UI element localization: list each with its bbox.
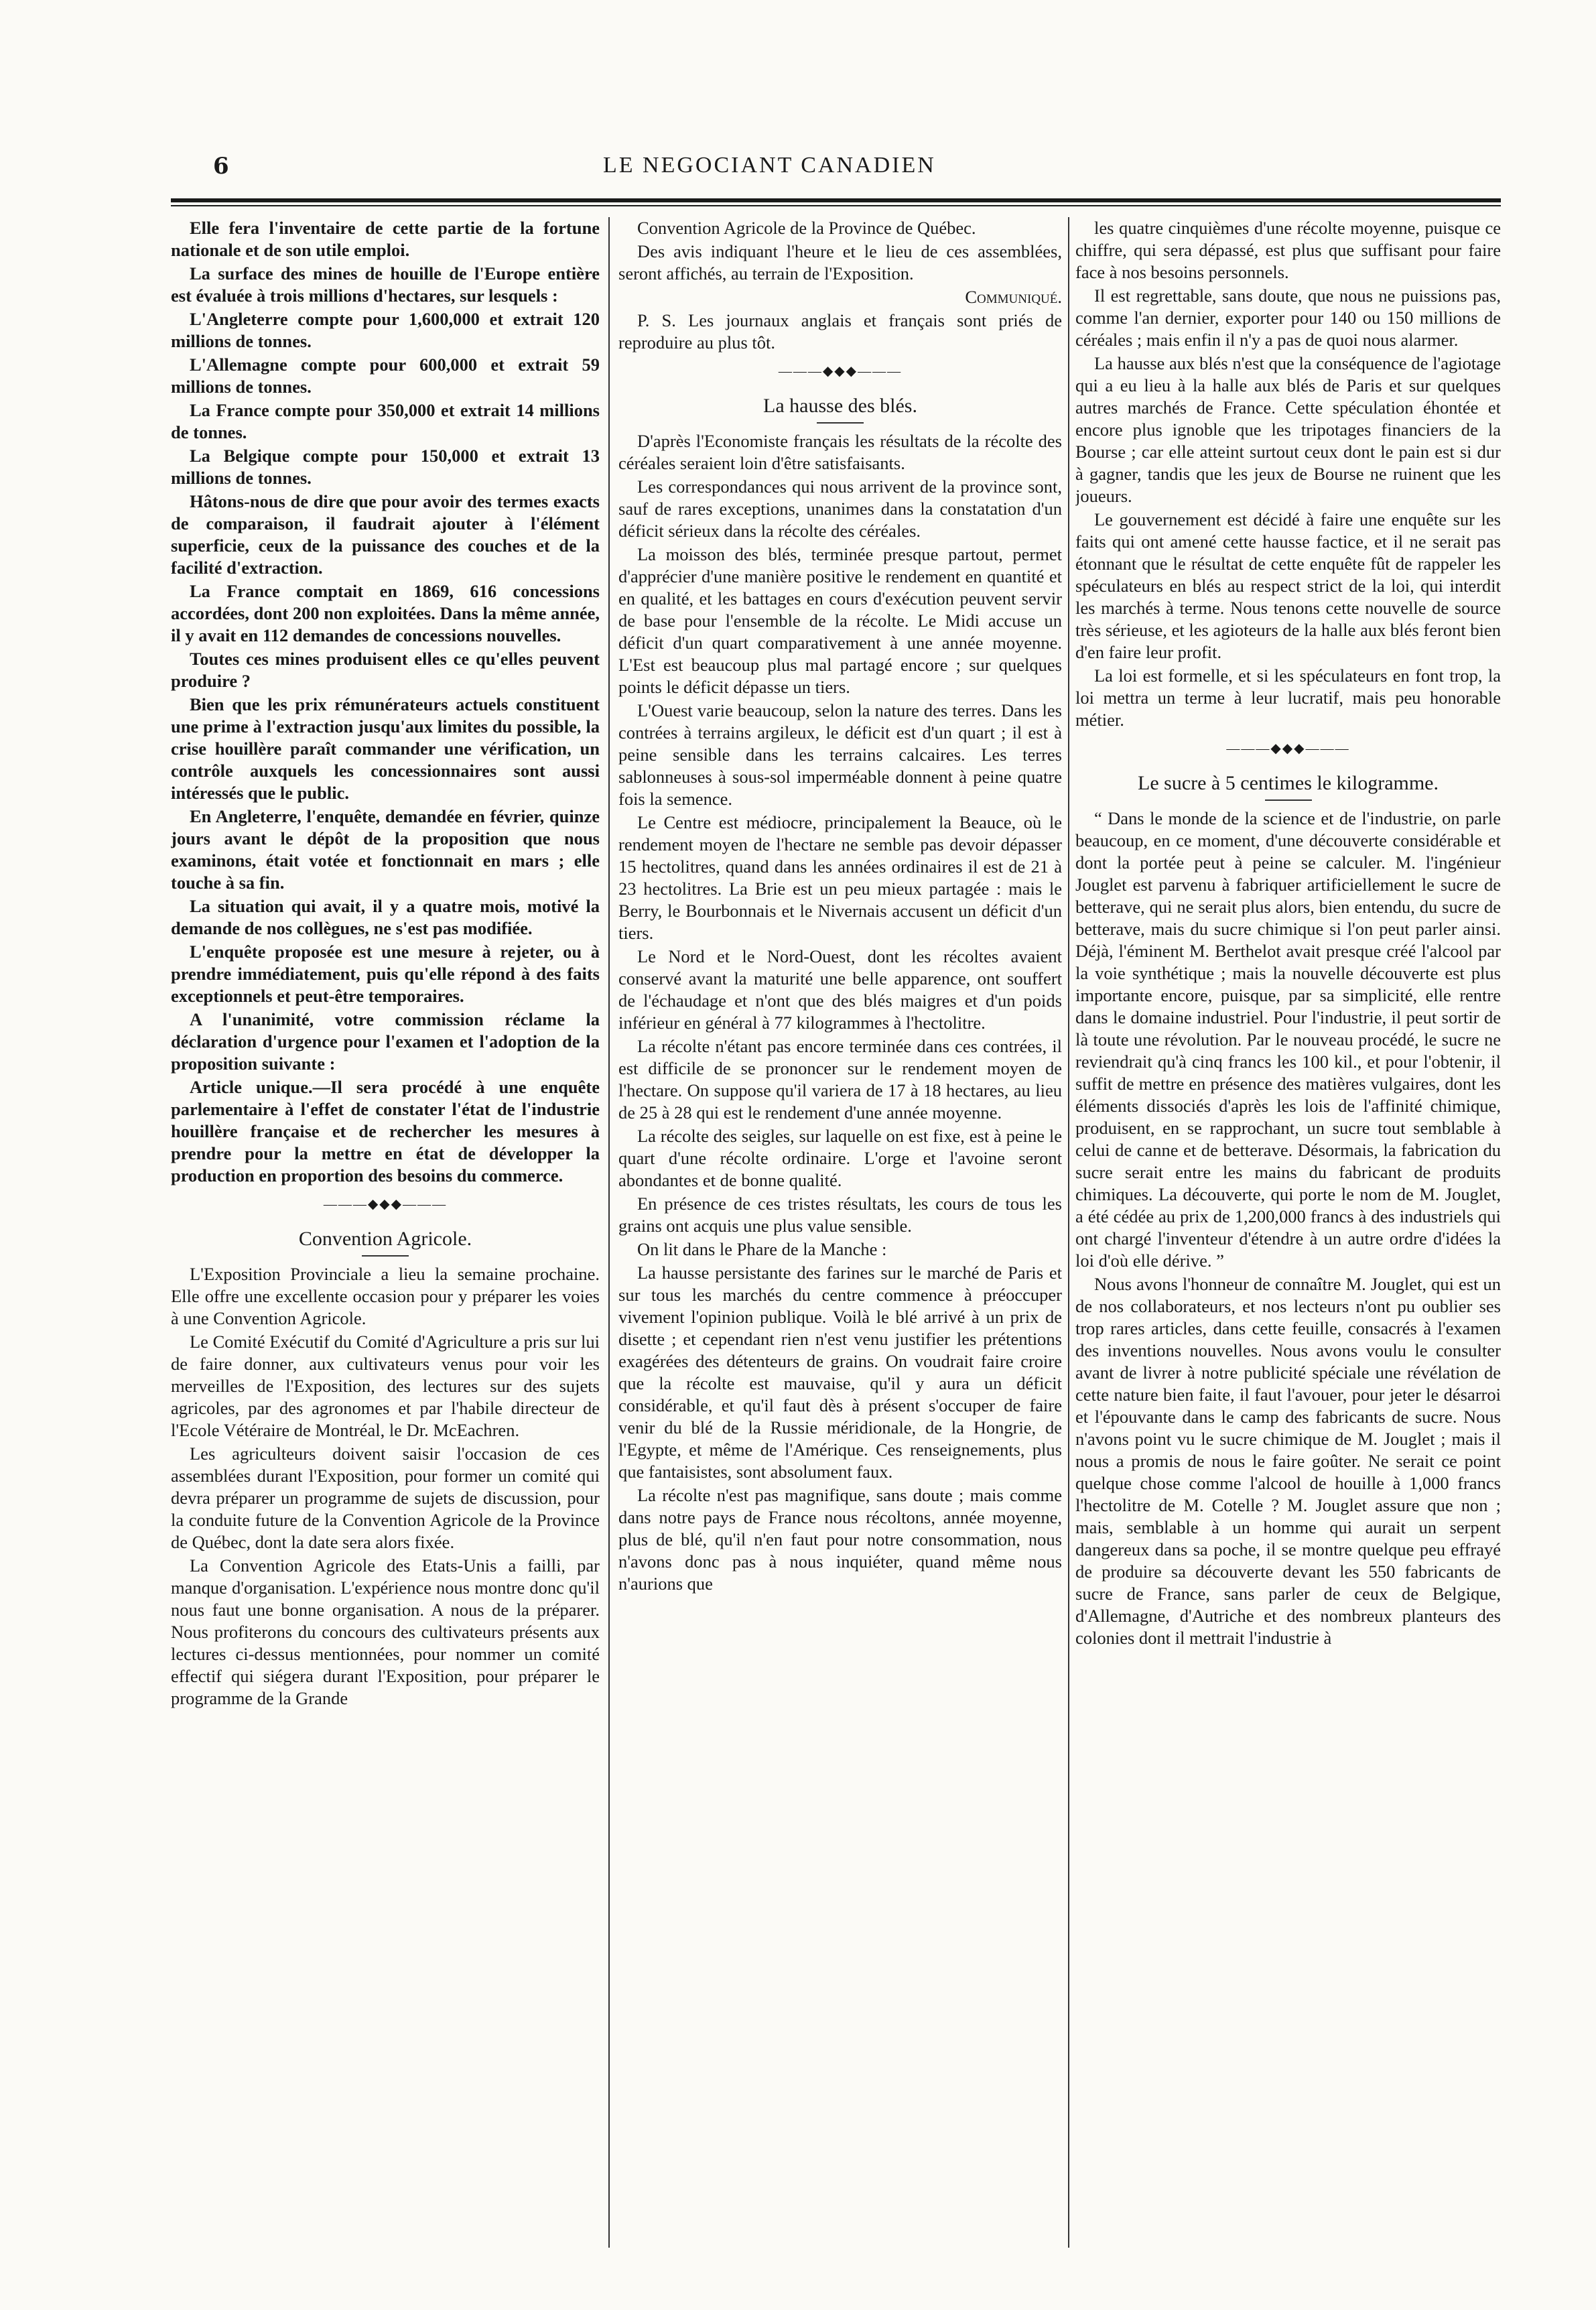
column-3 bbox=[1075, 217, 1501, 2254]
paragraph: La récolte n'est pas magnifique, sans doute ; mais comme dans notre pays de France nous récoltons, année moyenne, plus de blé, qu'il n'en faut pour notre consommation, nous n'avons donc pas à nous inquiéter, quand même nous n'aurions que bbox=[618, 1485, 1062, 1594]
paragraph: Hâtons-nous de dire que pour avoir des termes exacts de comparaison, il faudrait ajouter à l'élément superficie, ceux de la puissance des couches et de la facilité d'extraction. bbox=[171, 491, 600, 578]
paragraph: Nous avons l'honneur de connaître M. Jouglet, qui est un de nos collaborateurs, et nos lecteurs n'ont pu oublier ses trop rares articles, dans cette feuille, consacrés à l'examen des inventions nouvelles. Nous avons voulu le consulter avant de livrer à notre publicité spéciale une révélation de cette nature bien faite, il faut l'avouer, pour jeter le désarroi et l'épouvante dans le camp des fabricants de sucre. Nous n'avons point vu le sucre chimique de M. Jouglet ; mais il nous a promis de nous le faire goûter. Ne serait ce point quelque chose comme l'alcool de houille à 1,000 francs l'hectolitre de M. Cotelle ? M. Jouglet assure que non ; mais, semblable à un homme qui aurait un serpent dangereux dans sa poche, il se montre quelque peu effrayé de produire sa découverte devant les 550 fabricants de sucre de France, sans parler de ceux de Belgique, d'Allemagne, d'Autriche et des nombreux planteurs des colonies dont il mettrait l'industrie à bbox=[1075, 1274, 1501, 1648]
paragraph: Les agriculteurs doivent saisir l'occasion de ces assemblées durant l'Exposition, pour former un comité qui devra préparer un programme de sujets de discussion, pour la conduite future de la Convention Agricole de la Province de Québec, dont la date sera alors fixée. bbox=[171, 1443, 600, 1552]
section-divider: ———◆◆◆——— bbox=[323, 1197, 448, 1212]
signature: Communiqué. bbox=[965, 287, 1062, 307]
column-2 bbox=[618, 217, 1062, 2254]
paragraph: La France compte pour 350,000 et extrait 14 millions de tonnes. bbox=[171, 400, 600, 442]
paragraph: La récolte n'étant pas encore terminée dans ces contrées, il est difficile de se prononcer sur le rendement moyen de l'hectare. On suppose qu'il variera de 17 à 18 hectares, au lieu de 25 à 28 qui est le rendement d'une année moyenne. bbox=[618, 1036, 1062, 1122]
heading-rule bbox=[362, 1255, 409, 1257]
paragraph: Le Centre est médiocre, principalement la Beauce, où le rendement moyen de l'hectare ne semble pas devoir dépasser 15 hectolitres, quand dans les années ordinaires il est de 21 à 23 hectolitres. La Brie est un peu mieux partagée : mais le Berry, le Bourbonnais et le Nivernais accusent un déficit d'un tiers. bbox=[618, 812, 1062, 943]
paragraph: En Angleterre, l'enquête, demandée en février, quinze jours avant le dépôt de la proposition que nous examinons, était votée et fonctionnait en mars ; elle touche à sa fin. bbox=[171, 806, 600, 893]
paragraph: Bien que les prix rémunérateurs actuels constituent une prime à l'extraction jusqu'aux limites du possible, la crise houillère paraît commander une vérification, un contrôle auxquels les concessionnaires sont aussi intéressés que le public. bbox=[171, 694, 600, 803]
paragraph: L'Ouest varie beaucoup, selon la nature des terres. Dans les contrées à terrains argileux, le déficit est d'un quart ; il est à peine sensible dans les terrains calcaires. Les terres sablonneuses à sous-sol imperméable donnent à peine quatre fois la semence. bbox=[618, 700, 1062, 809]
paragraph: Il est regrettable, sans doute, que nous ne puissions pas, comme l'an dernier, exporter pour 140 ou 150 millions de céréales ; mais enfin il n'y a pas de quoi nous alarmer. bbox=[1075, 285, 1501, 350]
paragraph: L'enquête proposée est une mesure à rejeter, ou à prendre immédiatement, puis qu'elle répond à des faits exceptionnels et peut-être temporaires. bbox=[171, 942, 600, 1006]
paragraph: Elle fera l'inventaire de cette partie de la fortune nationale et de son utile emploi. bbox=[171, 218, 600, 260]
paragraph: La hausse aux blés n'est que la conséquence de l'agiotage qui a eu lieu à la halle aux blés de Paris et sur quelques autres marchés de France. Cette spéculation éhontée et encore plus ignoble que les tripotages financiers de la Bourse ; car elle atteint surtout ceux dont le pain est si dur à gagner, tandis que les jeux de Bourse ne ruinent que les joueurs. bbox=[1075, 353, 1501, 506]
paragraph: Le Comité Exécutif du Comité d'Agriculture a pris sur lui de faire donner, aux cultivateurs venus pour voir les merveilles de l'Exposition, des lectures sur des sujets agricoles, par des agronomes et par l'habile directeur de l'Ecole Vétéraire de Montréal, le Dr. McEachren. bbox=[171, 1332, 600, 1440]
section-divider: ———◆◆◆——— bbox=[1226, 741, 1350, 756]
column-divider bbox=[608, 217, 610, 2248]
paragraph: La situation qui avait, il y a quatre mois, motivé la demande de nos collègues, ne s'est pas modifiée. bbox=[171, 896, 600, 938]
paragraph: La loi est formelle, et si les spéculateurs en font trop, la loi mettra un terme à leur lucratif, mais peu honorable métier. bbox=[1075, 665, 1501, 730]
paragraph: Le Nord et le Nord-Ouest, dont les récoltes avaient conservé avant la maturité une belle apparence, ont souffert de l'échaudage et n'ont que des blés maigres et d'un poids inférieur en général à 77 kilogrammes à l'hectolitre. bbox=[618, 946, 1062, 1033]
paragraph: Article unique.—Il sera procédé à une enquête parlementaire à l'effet de constater l'état de l'industrie houillère française et de rechercher les mesures à prendre pour la mettre en état de développer la production en proportion des besoins du commerce. bbox=[171, 1077, 600, 1185]
paragraph: La Belgique compte pour 150,000 et extrait 13 millions de tonnes. bbox=[171, 446, 600, 488]
paragraph: Convention Agricole de la Province de Québec. bbox=[637, 218, 976, 238]
paragraph: La moisson des blés, terminée presque partout, permet d'apprécier d'une manière positive le rendement en quantité et en qualité, et les battages en cours d'exécution peuvent servir de base pour l'ensemble de la récolte. Le Midi accuse un déficit d'un quart comparativement à une année moyenne. L'Est est beaucoup plus mal partagé encore ; sur quelques points le déficit dépasse un tiers. bbox=[618, 544, 1062, 697]
paragraph: Le gouvernement est décidé à faire une enquête sur les faits qui ont amené cette hausse factice, et il ne serait pas étonnant que le résultat de cette enquête fût de rappeler les spéculateurs en blés au respect strict de la loi, qui interdit les marchés à terme. Nous tenons cette nouvelle de source très sérieuse, et les agioteurs de la halle aux blés feront bien d'en faire leur profit. bbox=[1075, 509, 1501, 662]
paragraph: L'Exposition Provinciale a lieu la semaine prochaine. Elle offre une excellente occasion pour y préparer les voies à une Convention Agricole. bbox=[171, 1264, 600, 1328]
column-divider bbox=[1068, 217, 1069, 2248]
paragraph: La surface des mines de houille de l'Europe entière est évaluée à trois millions d'hectares, sur lesquels : bbox=[171, 263, 600, 306]
paragraph: Toutes ces mines produisent elles ce qu'elles peuvent produire ? bbox=[171, 649, 600, 691]
paragraph: On lit dans le Phare de la Manche : bbox=[637, 1239, 887, 1259]
paragraph: L'Angleterre compte pour 1,600,000 et extrait 120 millions de tonnes. bbox=[171, 309, 600, 351]
paragraph: En présence de ces tristes résultats, les cours de tous les grains ont acquis une plus value sensible. bbox=[618, 1194, 1062, 1236]
paragraph: L'Allemagne compte pour 600,000 et extrait 59 millions de tonnes. bbox=[171, 355, 600, 397]
section-divider: ———◆◆◆——— bbox=[778, 364, 903, 379]
paragraph: La Convention Agricole des Etats-Unis a failli, par manque d'organisation. L'expérience nous montre donc qu'il nous faut une bonne organisation. A nous de la préparer. Nous profiterons du concours des cultivateurs présents aux lectures ci-dessus mentionnées, pour nommer un comité effectif qui siégera durant l'Exposition, pour préparer le programme de la Grande bbox=[171, 1555, 600, 1708]
paragraph: La hausse persistante des farines sur le marché de Paris et sur tous les marchés du centre commence à préoccuper vivement l'opinion publique. Voilà le blé arrivé à un prix de disette ; et cependant rien n'est venu justifier les prétentions exagérées des détenteurs de grains. On voudrait faire croire que la récolte est mauvaise, qu'il y aura un déficit considérable, et qu'il faut dès à présent s'occuper de faire venir du blé de la Russie méridionale, de la Hongrie, de l'Egypte, et même de l'Amérique. Ces renseignements, plus que fantaisistes, sont absolument faux. bbox=[618, 1263, 1062, 1482]
header-rule bbox=[171, 198, 1501, 202]
paragraph: D'après l'Economiste français les résultats de la récolte des céréales seraient loin d'être satisfaisants. bbox=[618, 431, 1062, 473]
paragraph: A l'unanimité, votre commission réclame la déclaration d'urgence pour l'examen et l'adoption de la proposition suivante : bbox=[171, 1009, 600, 1074]
article-heading-convention: Convention Agricole. bbox=[298, 1228, 472, 1250]
paragraph: Les correspondances qui nous arrivent de la province sont, sauf de rares exceptions, unanimes dans la constatation d'un déficit sérieux dans la récolte des céréales. bbox=[618, 476, 1062, 541]
heading-rule bbox=[817, 422, 864, 424]
paragraph: Des avis indiquant l'heure et le lieu de ces assemblées, seront affichés, au terrain de l'Exposition. bbox=[618, 241, 1062, 283]
postscript: P. S. Les journaux anglais et français sont priés de reproduire au plus tôt. bbox=[618, 310, 1062, 352]
paragraph: La récolte des seigles, sur laquelle on est fixe, est à peine le quart d'une récolte ordinaire. L'orge et l'avoine seront abondantes et de bonne qualité. bbox=[618, 1126, 1062, 1190]
newspaper-title: LE NEGOCIANT CANADIEN bbox=[603, 153, 936, 178]
article-heading-hausse: La hausse des blés. bbox=[763, 395, 917, 417]
paragraph: La France comptait en 1869, 616 concessions accordées, dont 200 non exploitées. Dans la même année, il y avait en 112 demandes de concessions nouvelles. bbox=[171, 581, 600, 645]
header-rule-thin bbox=[171, 205, 1501, 206]
heading-rule bbox=[1265, 799, 1312, 801]
paragraph: “ Dans le monde de la science et de l'industrie, on parle beaucoup, en ce moment, d'une découverte considérable et dont la portée peut à peine se calculer. M. l'ingénieur Jouglet est parvenu à fabriquer artificiellement le sucre de betterave, qui ne serait plus alors, bien entendu, du sucre de betterave, mais du sucre chimique si l'on peut parler ainsi. Déjà, l'éminent M. Berthelot avait presque créé l'alcool par la voie synthétique ; mais la nouvelle découverte est plus importante encore, puisque, par sa simplicité, elle rentre dans le domaine industriel. Pour l'industrie, il peut sortir de là toute une révolution. Par le nouveau procédé, le sucre ne reviendrait qu'à cinq francs les 100 kil., et pour l'obtenir, il suffit de mettre en présence des matières vulgaires, dont les éléments dissociés d'après les lois de l'affinité chimique, produisent, en se rapprochant, un sucre tout semblable à celui de canne et de betterave. Désormais, la fabrication du sucre serait entre les mains du fabricant de produits chimiques. La découverte, qui porte le nom de M. Jouglet, a été cédée au prix de 1,200,000 francs à des industriels qui ont chargé l'inventeur d'étendre à un autre ordre d'idées la loi d'où elle dérive. ” bbox=[1075, 808, 1501, 1271]
article-heading-sucre: Le sucre à 5 centimes le kilogramme. bbox=[1138, 772, 1439, 794]
page-number: 6 bbox=[213, 153, 229, 180]
paragraph: les quatre cinquièmes d'une récolte moyenne, puisque ce chiffre, qui sera dépassé, est plus que suffisant pour faire face à nos besoins personnels. bbox=[1075, 218, 1501, 282]
column-1 bbox=[171, 217, 600, 2254]
